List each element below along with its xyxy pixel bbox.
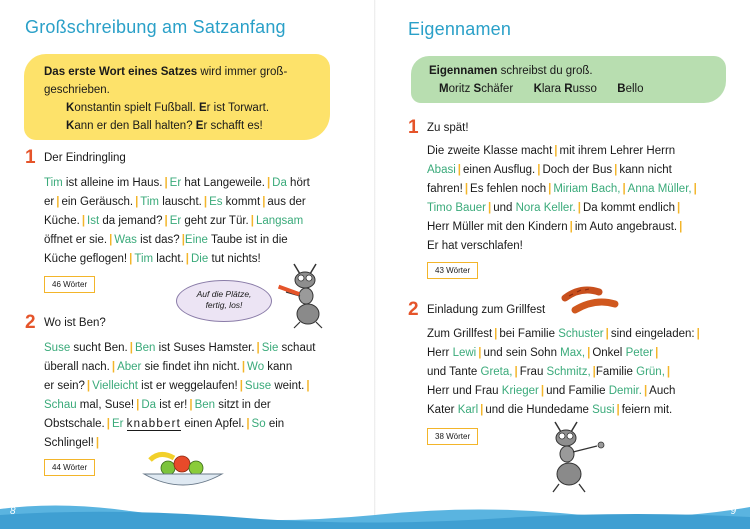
capitalized-word: Tim	[44, 177, 63, 189]
sentence-separator: |	[605, 328, 609, 340]
sentence-text: Familie	[595, 365, 637, 378]
speech-text: Auf die Plätze,	[196, 289, 252, 299]
sentence-text: und die Hundedame	[485, 403, 593, 416]
sentence-text: kommt	[222, 195, 261, 208]
capital-letter: B	[617, 83, 626, 95]
sentence-separator: |	[464, 182, 469, 195]
speech-bubble	[176, 280, 272, 322]
example-text: chäfer	[481, 83, 514, 95]
sentence-separator: |	[109, 233, 113, 246]
sentence-text: kann nicht	[619, 163, 672, 176]
proper-name: Miriam Bach,	[553, 182, 621, 195]
capitalized-word: Es	[209, 195, 223, 208]
exercise-number: 1	[25, 147, 36, 168]
sentence-text: ist das?	[136, 233, 180, 246]
capitalized-word: Suse	[44, 342, 71, 354]
capitalized-word: Da	[141, 398, 157, 411]
sentence-text: ist er weggelaufen!	[137, 379, 238, 392]
rule-box	[411, 56, 726, 103]
example-text: oritz	[448, 83, 474, 95]
sentence-separator: |	[696, 328, 700, 340]
sentence-separator: |	[185, 252, 189, 265]
sentence-text: sind eingeladen:	[610, 328, 695, 340]
sentence-separator: |	[241, 360, 246, 373]
text-line	[427, 325, 700, 344]
sentence-text: und Tante	[427, 365, 481, 378]
sentence-separator: |	[81, 214, 86, 227]
sentence-text: im Auto angebraust.	[574, 220, 678, 233]
sentence-separator: |	[203, 195, 208, 208]
ant-waving-illustration	[545, 420, 617, 494]
rule-box	[24, 54, 330, 140]
speech-text: fertig, los!	[205, 300, 243, 310]
text-line	[44, 174, 310, 193]
sentence-text: Onkel	[592, 346, 626, 359]
sentence-separator: |	[457, 163, 461, 176]
sentence-separator: |	[181, 233, 185, 246]
sentence-text: Küche geflogen!	[44, 252, 128, 265]
ant-pencil-illustration	[276, 262, 338, 330]
proper-name: Krieger	[501, 384, 539, 397]
exercise-text	[44, 174, 310, 269]
sentence-text: sucht Ben.	[70, 342, 128, 354]
sentence-text: feiern mit.	[621, 403, 673, 416]
sentence-text: ist er!	[156, 398, 188, 411]
sentence-separator: |	[514, 365, 518, 378]
proper-name: Schuster	[558, 328, 604, 340]
sentence-text: sitzt in der	[215, 398, 271, 411]
page-title: Großschreibung am Satzanfang	[25, 17, 286, 37]
sentence-separator: |	[614, 163, 618, 176]
text-line	[427, 199, 697, 218]
sentence-separator: |	[135, 195, 139, 208]
page-title: Eigennamen	[408, 19, 512, 39]
sentence-separator: |	[306, 379, 310, 392]
sentence-separator: |	[693, 182, 697, 195]
exercise-text	[427, 325, 700, 420]
capital-letter: K	[66, 102, 75, 114]
proper-name: Karl	[457, 403, 479, 416]
sentence-separator: |	[106, 417, 110, 430]
example-text: ello	[625, 83, 644, 95]
sentence-text: und sein Sohn	[483, 346, 561, 359]
right-page	[375, 0, 750, 529]
sentence-text: Herr und Frau	[427, 384, 502, 397]
capitalized-word: Aber	[117, 360, 142, 373]
exercise-number: 2	[25, 312, 36, 333]
capital-letter: S	[473, 83, 482, 95]
sentence-separator: |	[86, 379, 91, 392]
exercise-number: 1	[408, 117, 419, 138]
sentence-text: Taube ist in die	[207, 233, 288, 246]
text-line	[44, 415, 315, 434]
sentence-text: Da kommt endlich	[582, 201, 675, 214]
page-number: 8	[10, 506, 16, 517]
sentence-text: ein Geräusch.	[61, 195, 134, 208]
sentence-text: ist alleine im Haus.	[62, 177, 163, 189]
sentence-text: sie findet ihn nicht.	[141, 360, 240, 373]
sentence-separator: |	[494, 328, 498, 340]
sentence-text: hört	[286, 177, 310, 189]
proper-name: Demir.	[608, 384, 642, 397]
text-line	[44, 212, 310, 231]
sentence-separator: |	[554, 145, 558, 157]
word-count: 38 Wörter	[427, 428, 478, 445]
capital-letter: K	[66, 120, 75, 132]
rule-text: schreibst du groß.	[497, 65, 593, 77]
proper-name: Nora Keller.	[515, 201, 576, 214]
proper-name: Greta,	[480, 365, 513, 378]
sentence-text: aus der	[267, 195, 306, 208]
proper-name: Max,	[560, 346, 586, 359]
exercise-heading: Der Eindringling	[44, 152, 126, 164]
sentence-separator: |	[679, 220, 683, 233]
sentence-text: bei Familie	[499, 328, 559, 340]
sentence-separator: |	[266, 177, 271, 189]
sentence-separator: |	[56, 195, 60, 208]
sentence-text: kann	[264, 360, 293, 373]
sentence-text: er sein?	[44, 379, 85, 392]
capitalized-word: Schau	[44, 398, 77, 411]
sentence-separator: |	[164, 177, 168, 189]
capital-letter: R	[564, 83, 573, 95]
sentence-text: lauscht.	[159, 195, 202, 208]
sentence-text: er	[44, 195, 55, 208]
proper-name: Abasi	[427, 163, 456, 176]
fruit-bowl-illustration	[140, 450, 226, 492]
proper-name: Susi	[592, 403, 615, 416]
sentence-text: hat Langeweile.	[181, 177, 265, 189]
capital-letter: E	[195, 120, 204, 132]
example-text: ann er den Ball halten?	[74, 120, 196, 132]
sentence-separator: |	[488, 201, 492, 214]
rule-example	[44, 117, 316, 135]
sentence-separator: |	[548, 182, 552, 195]
sausages-illustration	[561, 284, 621, 318]
proper-name: Timo Bauer	[427, 201, 487, 214]
sentence-separator: |	[189, 398, 193, 411]
text-line	[44, 193, 310, 212]
sentence-text: Auch	[649, 384, 676, 397]
capitalized-word: So	[251, 417, 266, 430]
sentence-separator: |	[616, 403, 620, 416]
text-line	[427, 218, 697, 237]
sentence-separator: |	[111, 360, 116, 373]
sentence-separator: |	[655, 346, 659, 359]
sentence-separator: |	[262, 195, 266, 208]
sentence-text: Frau	[519, 365, 547, 378]
example-text: r schafft es!	[203, 120, 263, 132]
sentence-text: schaut	[278, 342, 316, 354]
sentence-text: lacht.	[153, 252, 184, 265]
capital-letter: M	[439, 83, 449, 95]
capitalized-word: Tim	[140, 195, 160, 208]
sentence-text: und Familie	[546, 384, 609, 397]
sentence-separator: |	[480, 403, 484, 416]
sentence-separator: |	[643, 384, 648, 397]
rule-example	[44, 99, 316, 117]
capitalized-word: Da	[272, 177, 287, 189]
exercise-text	[44, 339, 315, 452]
sentence-separator: |	[592, 365, 596, 378]
sentence-text: einen Apfel.	[181, 417, 245, 430]
capitalized-word: Suse	[244, 379, 272, 392]
sentence-text: da jemand?	[99, 214, 163, 227]
sentence-separator: |	[676, 201, 681, 214]
text-line	[427, 344, 700, 363]
sentence-text: fahren!	[427, 182, 463, 195]
rule-text: geschrieben.	[44, 84, 110, 96]
sentence-text: Er hat verschlafen!	[427, 239, 523, 252]
sentence-text: und	[493, 201, 516, 214]
rule-keyword: Eigennamen	[429, 65, 498, 77]
proper-name: Grün,	[636, 365, 665, 378]
sentence-text: Die zweite Klasse macht	[427, 145, 553, 157]
sentence-text: Küche.	[44, 214, 80, 227]
sentence-text: mal, Suse!	[76, 398, 135, 411]
capitalized-word: Er	[169, 214, 182, 227]
sentence-text: tut nichts!	[208, 252, 261, 265]
text-line	[44, 339, 315, 358]
capitalized-word: Langsam	[255, 214, 304, 227]
capitalized-word: Wo	[247, 360, 265, 373]
sentence-separator: |	[95, 436, 100, 449]
sentence-text: ist Suses Hamster.	[155, 342, 255, 354]
text-line	[44, 358, 315, 377]
exercise-text	[427, 142, 697, 255]
rule-line	[429, 62, 712, 80]
sentence-separator: |	[136, 398, 140, 411]
sentence-text: Herr	[427, 346, 453, 359]
rule-keyword: Das erste Wort eines Satzes	[44, 66, 198, 78]
capitalized-word: Eine	[184, 233, 208, 246]
proper-name: Schmitz,	[546, 365, 591, 378]
text-line	[427, 382, 700, 401]
capitalized-word: Ben	[134, 342, 156, 354]
example-text: usso	[572, 83, 597, 95]
capital-letter: K	[533, 83, 542, 95]
underlined-word: knabbert	[126, 417, 182, 430]
text-line	[427, 363, 700, 382]
exercise-heading: Einladung zum Grillfest	[427, 304, 546, 316]
sentence-separator: |	[239, 379, 243, 392]
sentence-text: Schlingel!	[44, 436, 94, 449]
word-count: 46 Wörter	[44, 276, 95, 293]
text-line	[44, 377, 315, 396]
text-line	[427, 142, 697, 161]
sentence-text: öffnet er sie.	[44, 233, 108, 246]
sentence-separator: |	[256, 342, 260, 354]
sentence-text: weint.	[271, 379, 305, 392]
capitalized-word: Die	[190, 252, 209, 265]
sentence-text: ein	[265, 417, 285, 430]
sentence-separator: |	[478, 346, 482, 359]
example-text: r ist Torwart.	[206, 102, 270, 114]
text-line	[427, 237, 697, 256]
exercise-heading: Zu spät!	[427, 122, 469, 134]
sentence-text: überall nach.	[44, 360, 110, 373]
proper-name: Anna Müller,	[627, 182, 692, 195]
sentence-text: Zum Grillfest	[427, 328, 493, 340]
sentence-separator: |	[250, 214, 254, 227]
exercise-heading: Wo ist Ben?	[44, 317, 106, 329]
word-count: 44 Wörter	[44, 459, 95, 476]
capital-letter: E	[198, 102, 207, 114]
bottom-wave	[0, 497, 750, 529]
sentence-separator: |	[537, 163, 541, 176]
word-count: 43 Wörter	[427, 262, 478, 279]
capitalized-word: Was	[114, 233, 137, 246]
proper-name: Peter	[625, 346, 654, 359]
capitalized-word: Sie	[261, 342, 279, 354]
capitalized-word: Vielleicht	[92, 379, 138, 392]
capitalized-word: Tim	[134, 252, 154, 265]
sentence-text: geht zur Tür.	[181, 214, 249, 227]
sentence-text: Herr Müller mit den Kindern	[427, 220, 568, 233]
capitalized-word: Ben	[194, 398, 216, 411]
sentence-text: Kater	[427, 403, 458, 416]
sentence-text: Es fehlen noch	[470, 182, 547, 195]
rule-text: wird immer groß-	[197, 66, 288, 78]
text-line	[44, 250, 310, 269]
example-text: onstantin spielt Fußball.	[74, 102, 199, 114]
sentence-separator: |	[164, 214, 168, 227]
sentence-separator: |	[666, 365, 671, 378]
text-line	[427, 180, 697, 199]
sentence-separator: |	[622, 182, 626, 195]
capitalized-word: Ist	[87, 214, 100, 227]
exercise-number: 2	[408, 299, 419, 320]
sentence-separator: |	[129, 342, 133, 354]
sentence-separator: |	[577, 201, 581, 214]
text-line	[44, 231, 310, 250]
sentence-text: mit ihrem Lehrer Herrn	[559, 145, 676, 157]
sentence-separator: |	[129, 252, 133, 265]
sentence-text: Doch der Bus	[542, 163, 613, 176]
rule-line	[44, 63, 316, 81]
sentence-text: Obstschale.	[44, 417, 105, 430]
proper-name: Lewi	[452, 346, 477, 359]
rule-example	[429, 80, 712, 98]
sentence-separator: |	[540, 384, 545, 397]
sentence-separator: |	[246, 417, 250, 430]
text-line	[427, 161, 697, 180]
text-line	[427, 401, 700, 420]
capitalized-word: Er	[169, 177, 182, 189]
example-text: lara	[541, 83, 565, 95]
sentence-separator: |	[569, 220, 573, 233]
sentence-text: einen Ausflug.	[463, 163, 536, 176]
text-line	[44, 396, 315, 415]
capitalized-word: Er	[111, 417, 124, 430]
sentence-separator: |	[587, 346, 591, 359]
page-number: 9	[730, 506, 736, 517]
